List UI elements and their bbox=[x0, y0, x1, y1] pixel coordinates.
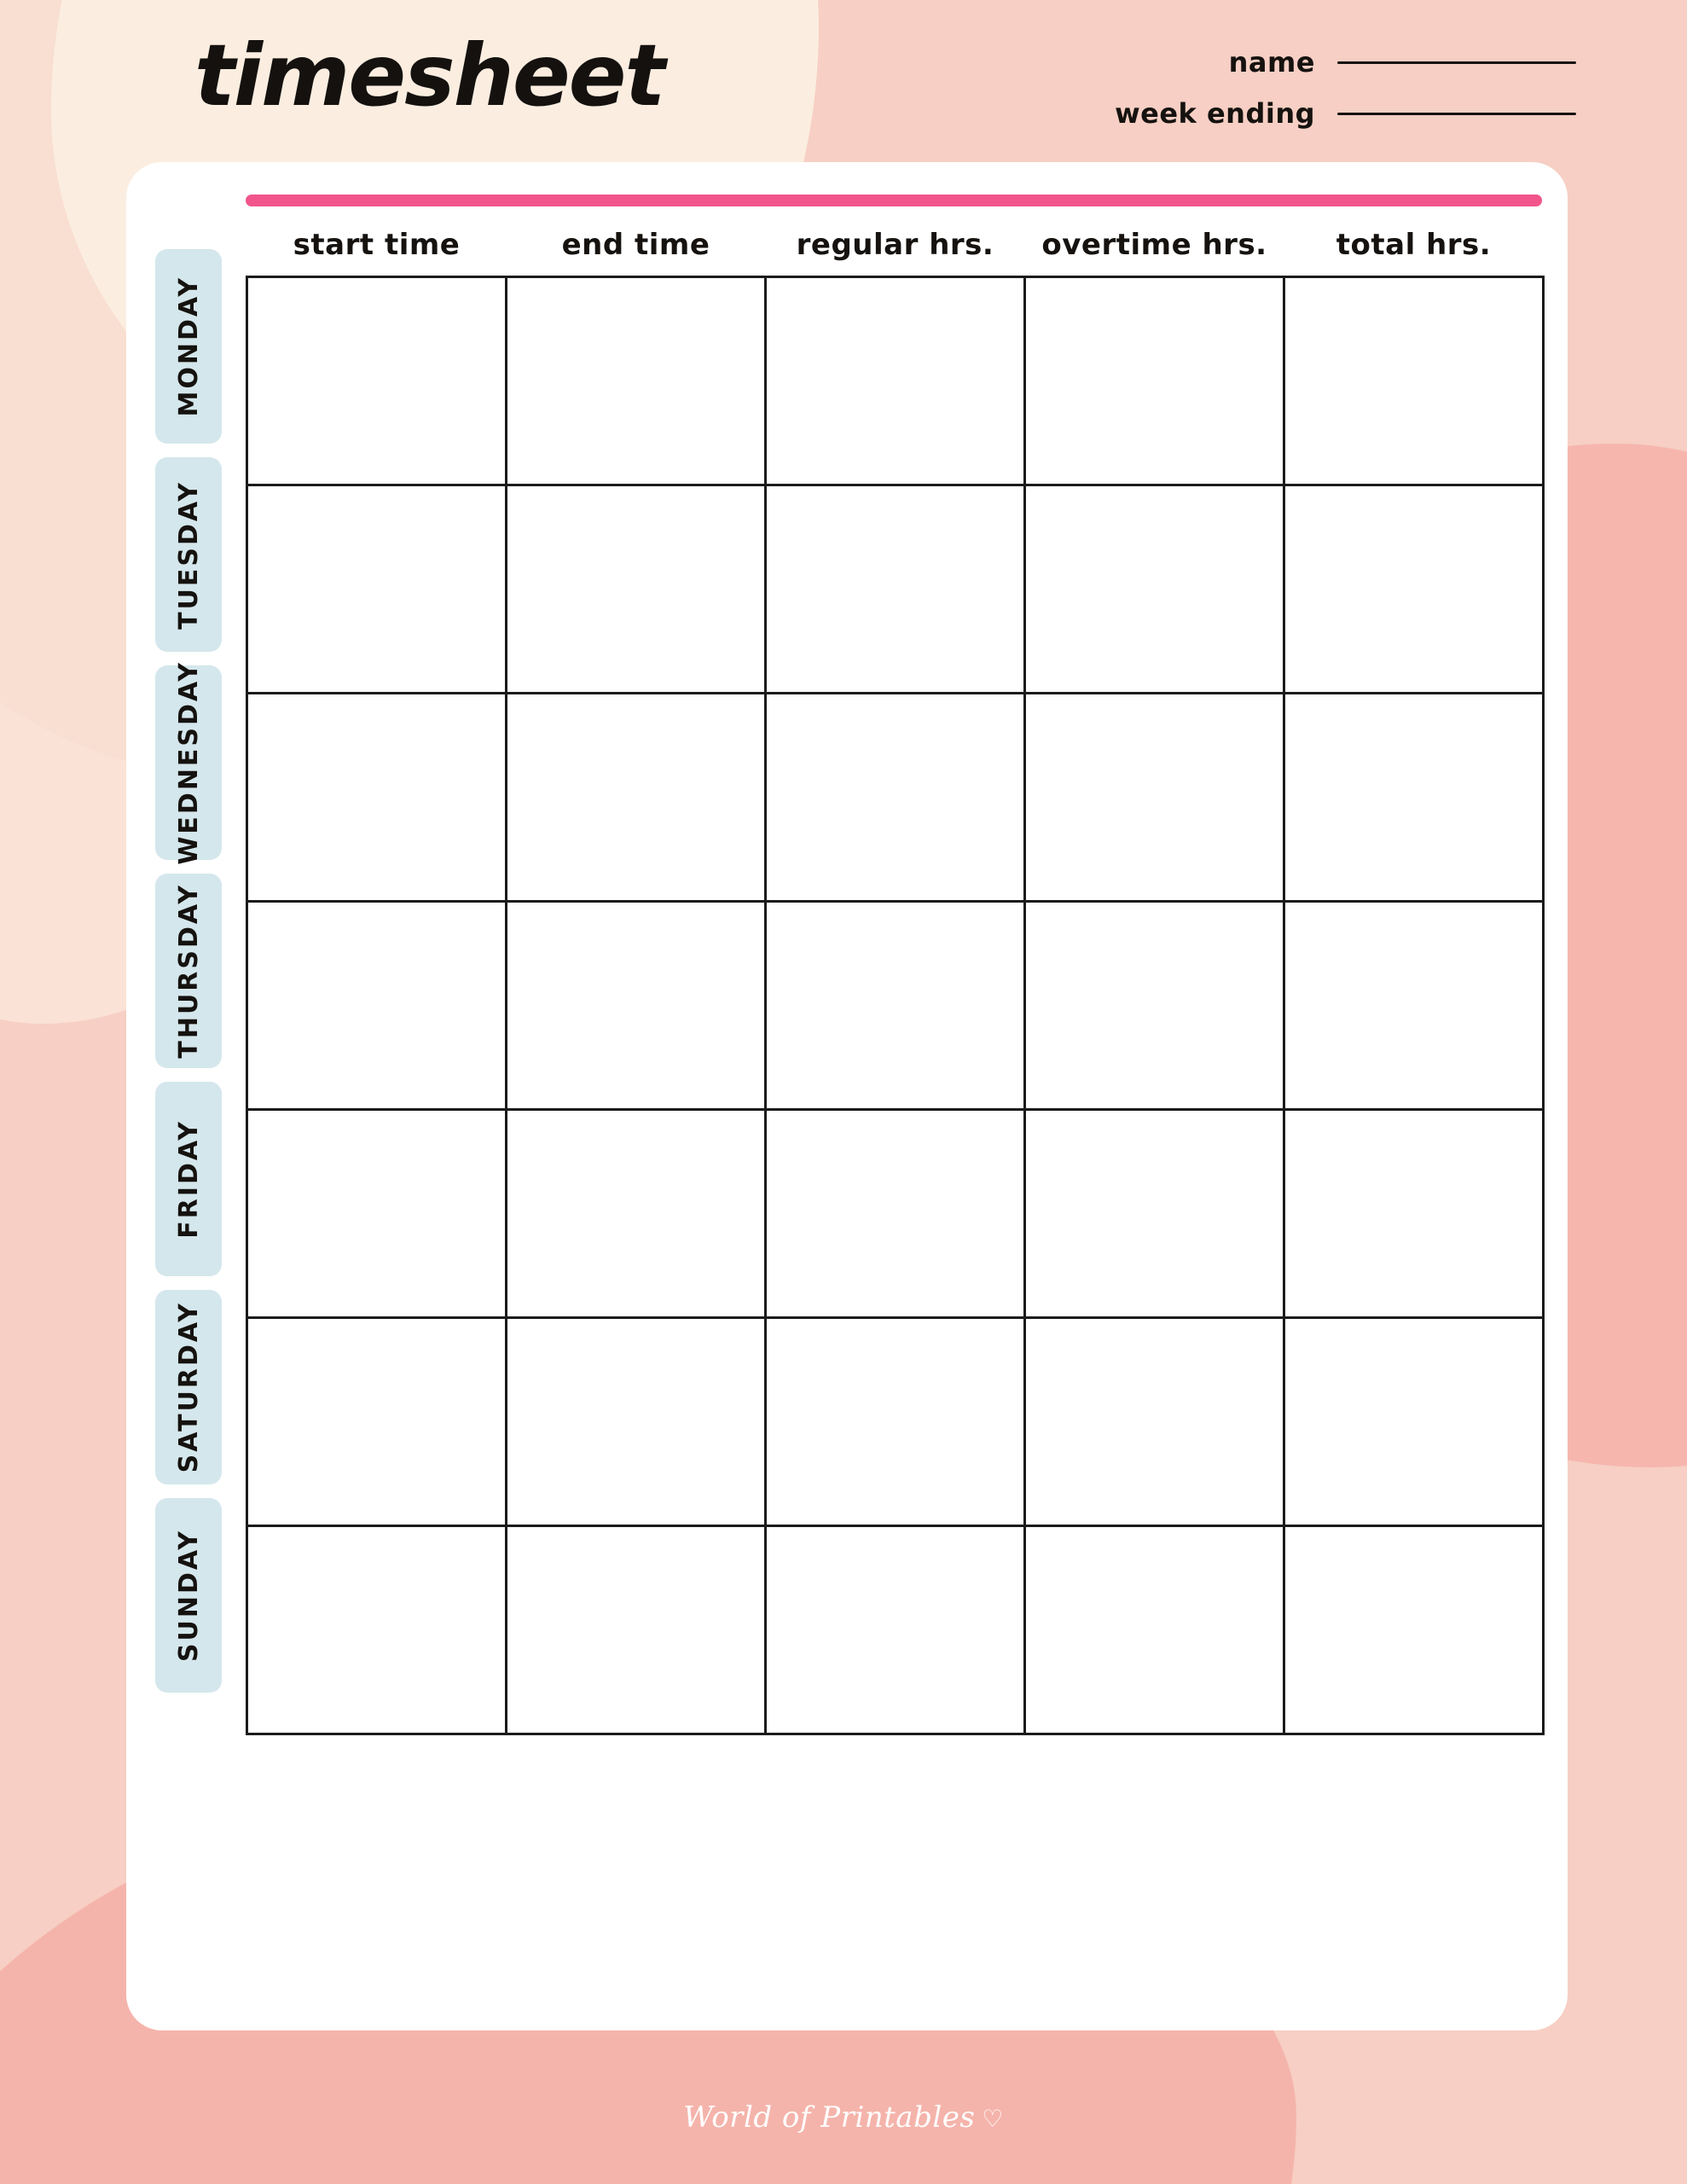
table-row bbox=[247, 1109, 1544, 1317]
column-header-overtime-hrs: overtime hrs. bbox=[1041, 228, 1267, 263]
day-tab-monday-label: MONDAY bbox=[173, 276, 204, 417]
cell-saturday-end-time[interactable] bbox=[507, 1317, 766, 1525]
cell-wednesday-overtime-hrs[interactable] bbox=[1025, 693, 1284, 901]
cell-wednesday-start-time[interactable] bbox=[247, 693, 507, 901]
cell-sunday-total-hrs[interactable] bbox=[1284, 1525, 1544, 1734]
day-tab-saturday-label: SATURDAY bbox=[173, 1301, 204, 1473]
day-tab-wednesday-label: WEDNESDAY bbox=[173, 660, 204, 865]
cell-wednesday-end-time[interactable] bbox=[507, 693, 766, 901]
column-header-start-time: start time bbox=[293, 228, 461, 263]
page-title: timesheet bbox=[194, 26, 664, 125]
cell-sunday-end-time[interactable] bbox=[507, 1525, 766, 1734]
field-name[interactable] bbox=[1115, 46, 1576, 78]
day-tab-friday-label: FRIDAY bbox=[173, 1119, 204, 1239]
cell-thursday-start-time[interactable] bbox=[247, 901, 507, 1109]
cell-monday-end-time[interactable] bbox=[507, 276, 766, 485]
day-tab-tuesday bbox=[155, 457, 222, 652]
cell-sunday-overtime-hrs[interactable] bbox=[1025, 1525, 1284, 1734]
table-row bbox=[247, 276, 1544, 485]
cell-thursday-total-hrs[interactable] bbox=[1284, 901, 1544, 1109]
table-row bbox=[247, 693, 1544, 901]
cell-tuesday-start-time[interactable] bbox=[247, 485, 507, 693]
day-tab-monday bbox=[155, 249, 222, 444]
day-tab-tuesday-label: TUESDAY bbox=[173, 479, 204, 630]
cell-saturday-overtime-hrs[interactable] bbox=[1025, 1317, 1284, 1525]
table-row bbox=[247, 901, 1544, 1109]
day-tab-wednesday bbox=[155, 660, 222, 865]
cell-friday-start-time[interactable] bbox=[247, 1109, 507, 1317]
cell-thursday-end-time[interactable] bbox=[507, 901, 766, 1109]
cell-friday-end-time[interactable] bbox=[507, 1109, 766, 1317]
cell-monday-start-time[interactable] bbox=[247, 276, 507, 485]
cell-tuesday-overtime-hrs[interactable] bbox=[1025, 485, 1284, 693]
table-row bbox=[247, 485, 1544, 693]
cell-monday-overtime-hrs[interactable] bbox=[1025, 276, 1284, 485]
day-tab-sunday bbox=[155, 1498, 222, 1693]
cell-saturday-start-time[interactable] bbox=[247, 1317, 507, 1525]
day-tab-thursday-label: THURSDAY bbox=[173, 883, 204, 1059]
day-tab-sunday-label: SUNDAY bbox=[173, 1528, 204, 1663]
table-header-row bbox=[247, 215, 1544, 276]
timesheet-table bbox=[246, 215, 1545, 1735]
field-name-label: name bbox=[1228, 46, 1315, 78]
column-header-regular-hrs: regular hrs. bbox=[796, 228, 994, 263]
cell-wednesday-total-hrs[interactable] bbox=[1284, 693, 1544, 901]
field-name-line[interactable] bbox=[1337, 61, 1576, 64]
cell-saturday-total-hrs[interactable] bbox=[1284, 1317, 1544, 1525]
footer-branding bbox=[0, 2100, 1687, 2135]
table-row bbox=[247, 1525, 1544, 1734]
day-tab-thursday bbox=[155, 874, 222, 1068]
column-header-total-hrs: total hrs. bbox=[1336, 228, 1492, 263]
day-tab-saturday bbox=[155, 1290, 222, 1484]
cell-friday-overtime-hrs[interactable] bbox=[1025, 1109, 1284, 1317]
table-row bbox=[247, 1317, 1544, 1525]
header-fields bbox=[1115, 46, 1576, 148]
cell-friday-total-hrs[interactable] bbox=[1284, 1109, 1544, 1317]
field-week-ending-label: week ending bbox=[1115, 97, 1315, 130]
cell-friday-regular-hrs[interactable] bbox=[766, 1109, 1025, 1317]
cell-tuesday-total-hrs[interactable] bbox=[1284, 485, 1544, 693]
heart-icon: ♡ bbox=[982, 2105, 1004, 2133]
accent-bar bbox=[246, 195, 1542, 206]
field-week-ending-line[interactable] bbox=[1337, 113, 1576, 115]
cell-thursday-regular-hrs[interactable] bbox=[766, 901, 1025, 1109]
cell-thursday-overtime-hrs[interactable] bbox=[1025, 901, 1284, 1109]
field-week-ending[interactable] bbox=[1115, 97, 1576, 130]
cell-monday-total-hrs[interactable] bbox=[1284, 276, 1544, 485]
timesheet-table-wrapper bbox=[246, 195, 1542, 1735]
column-header-end-time: end time bbox=[561, 228, 710, 263]
cell-tuesday-regular-hrs[interactable] bbox=[766, 485, 1025, 693]
cell-sunday-start-time[interactable] bbox=[247, 1525, 507, 1734]
cell-monday-regular-hrs[interactable] bbox=[766, 276, 1025, 485]
cell-tuesday-end-time[interactable] bbox=[507, 485, 766, 693]
footer-text: World of Printables bbox=[683, 2100, 976, 2135]
cell-sunday-regular-hrs[interactable] bbox=[766, 1525, 1025, 1734]
cell-wednesday-regular-hrs[interactable] bbox=[766, 693, 1025, 901]
cell-saturday-regular-hrs[interactable] bbox=[766, 1317, 1025, 1525]
day-tab-friday bbox=[155, 1082, 222, 1276]
